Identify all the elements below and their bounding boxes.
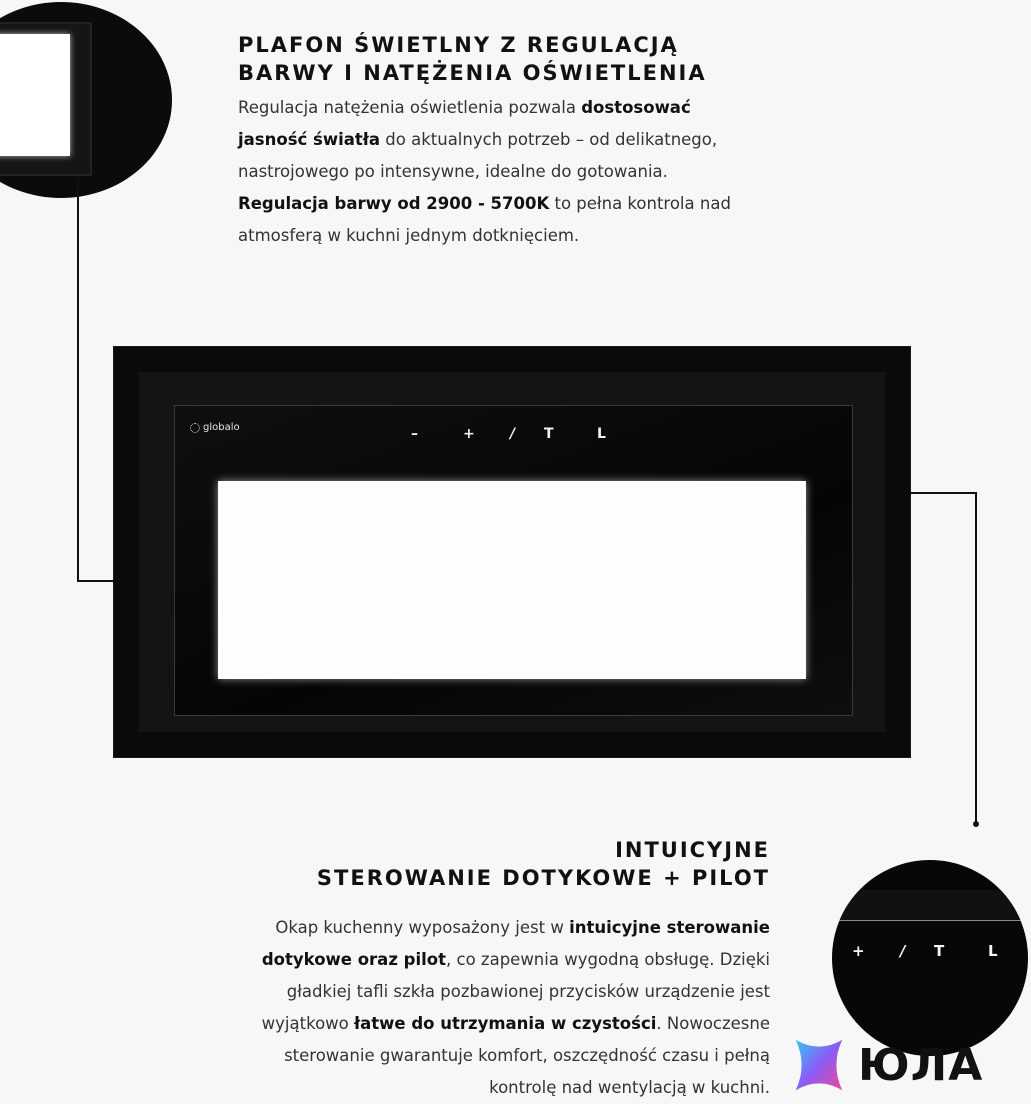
text: wyjątkowo: [261, 1014, 354, 1033]
text-bold: dostosować: [581, 98, 691, 117]
control-slash[interactable]: /: [510, 426, 516, 442]
text: Regulacja natężenia oświetlenia pozwala: [238, 98, 582, 117]
text: gładkiej tafli szkła pozbawionej przycisków urządzenie jest: [286, 982, 770, 1001]
section2-title: [230, 836, 770, 892]
brand-logo: [190, 422, 240, 433]
connector-line-vertical-right: [975, 492, 977, 824]
star-logo-icon: [790, 1036, 848, 1094]
text-bold: Regulacja barwy od 2900 - 5700K: [238, 194, 550, 213]
zoom-light-panel: [0, 34, 70, 156]
text: to pełna kontrola nad: [549, 194, 731, 213]
text: Okap kuchenny wyposażony jest w: [275, 918, 570, 937]
zoom-light-detail: [0, 2, 172, 198]
connector-dot-right: [973, 821, 979, 827]
text: , co zapewnia wygodną obsługę. Dzięki: [446, 950, 770, 969]
zoom-edge-band: [832, 890, 1028, 920]
section1-title: [238, 31, 707, 87]
text-bold: dotykowe oraz pilot: [261, 950, 447, 969]
zoom-control-slash: /: [900, 942, 906, 960]
section1-description: [238, 92, 798, 252]
control-l[interactable]: L: [597, 426, 606, 442]
zoom-control-l: L: [988, 942, 998, 960]
text: nastrojowego po intensywne, idealne do gotowania.: [238, 162, 668, 181]
brand-ring-icon: [190, 423, 200, 433]
text: do aktualnych potrzeb – od delikatnego,: [380, 130, 718, 149]
zoom-edge-line: [832, 920, 1028, 921]
section2-title-line2: STEROWANIE DOTYKOWE + PILOT: [316, 866, 770, 890]
text-bold: jasność światła: [238, 130, 381, 149]
brand-watermark-logo: [790, 1030, 1031, 1100]
text: . Nowoczesne: [656, 1014, 770, 1033]
connector-line-horizontal-right: [911, 492, 977, 494]
text-bold: łatwe do utrzymania w czystości: [354, 1014, 657, 1033]
logo-text: ЮЛА: [858, 1039, 984, 1091]
text: atmosferą w kuchni jednym dotknięciem.: [238, 226, 580, 245]
zoom-control-plus: +: [852, 942, 865, 960]
section1-title-line2: BARWY I NATĘŻENIA OŚWIETLENIA: [238, 61, 707, 85]
light-panel: [218, 481, 806, 679]
text-bold: intuicyjne sterowanie: [569, 918, 770, 937]
zoom-control-t: T: [934, 942, 945, 960]
text: sterowanie gwarantuje komfort, oszczędność czasu i pełną: [284, 1046, 770, 1065]
text: kontrolę nad wentylacją w kuchni.: [489, 1078, 770, 1097]
connector-line-vertical-left: [77, 178, 79, 581]
section2-description: [170, 912, 770, 1104]
control-minus[interactable]: –: [411, 426, 418, 442]
control-plus[interactable]: +: [463, 426, 475, 442]
section1-title-line1: PLAFON ŚWIETLNY Z REGULACJĄ: [238, 33, 679, 57]
control-t[interactable]: T: [544, 426, 554, 442]
section2-title-line1: INTUICYJNE: [615, 838, 770, 862]
zoom-controls-detail: [832, 860, 1028, 1056]
hood-panel: [113, 346, 911, 758]
brand-name: globalo: [203, 422, 240, 433]
